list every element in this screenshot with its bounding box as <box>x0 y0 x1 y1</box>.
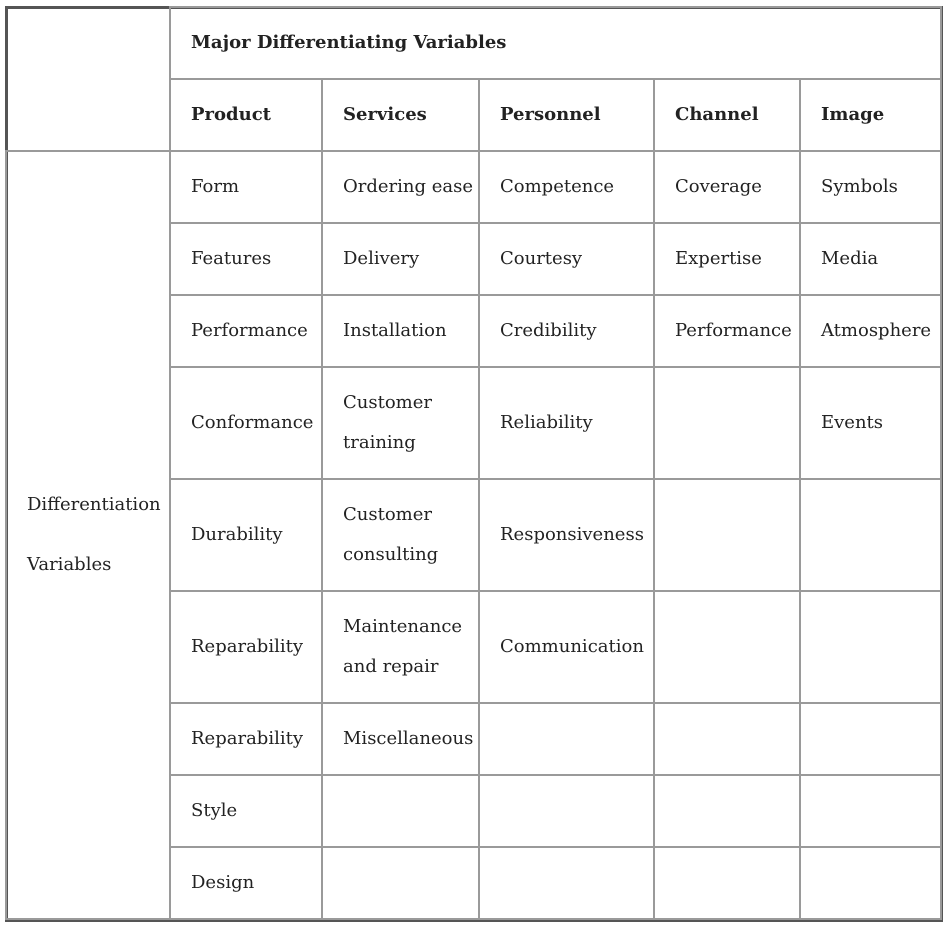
cell-image <box>800 775 941 847</box>
cell-product: Performance <box>170 295 322 367</box>
cell-services <box>322 479 479 591</box>
cell-services-line2: and repair <box>343 656 439 677</box>
super-header-cell: Major Differentiating Variables <box>170 7 941 79</box>
cell-product: Reparability <box>170 703 322 775</box>
cell-services: Delivery <box>322 223 479 295</box>
column-header-image: Image <box>800 79 941 151</box>
column-header-product: Product <box>170 79 322 151</box>
cell-image: Symbols <box>800 151 941 223</box>
cell-channel <box>654 775 800 847</box>
cell-personnel <box>479 847 654 919</box>
differentiation-table <box>5 6 942 920</box>
cell-channel: Expertise <box>654 223 800 295</box>
cell-personnel <box>479 775 654 847</box>
cell-services <box>322 847 479 919</box>
cell-product: Form <box>170 151 322 223</box>
cell-channel <box>654 479 800 591</box>
cell-image: Media <box>800 223 941 295</box>
cell-channel: Performance <box>654 295 800 367</box>
cell-product: Features <box>170 223 322 295</box>
cell-services: Miscellaneous <box>322 703 479 775</box>
row-header-line2: Variables <box>27 554 112 575</box>
cell-personnel: Responsiveness <box>479 479 654 591</box>
cell-services-line2: training <box>343 432 416 453</box>
cell-personnel: Reliability <box>479 367 654 479</box>
table-super-header-row <box>6 7 941 79</box>
row-header-cell <box>6 151 170 919</box>
cell-image <box>800 591 941 703</box>
cell-channel <box>654 703 800 775</box>
cell-product: Conformance <box>170 367 322 479</box>
cell-image <box>800 479 941 591</box>
cell-services-line1: Customer <box>343 392 432 413</box>
table-row <box>6 151 941 223</box>
row-header-line1: Differentiation <box>27 494 161 515</box>
table-corner-cell <box>6 7 170 151</box>
cell-channel <box>654 847 800 919</box>
cell-personnel: Courtesy <box>479 223 654 295</box>
cell-channel <box>654 367 800 479</box>
cell-personnel: Communication <box>479 591 654 703</box>
cell-product: Style <box>170 775 322 847</box>
cell-personnel <box>479 703 654 775</box>
cell-product: Design <box>170 847 322 919</box>
cell-services-line2: consulting <box>343 544 439 565</box>
column-header-services: Services <box>322 79 479 151</box>
cell-channel <box>654 591 800 703</box>
cell-services: Ordering ease <box>322 151 479 223</box>
cell-personnel: Competence <box>479 151 654 223</box>
cell-services <box>322 367 479 479</box>
column-header-personnel: Personnel <box>479 79 654 151</box>
cell-channel: Coverage <box>654 151 800 223</box>
column-header-channel: Channel <box>654 79 800 151</box>
cell-services <box>322 775 479 847</box>
cell-services <box>322 591 479 703</box>
cell-image: Events <box>800 367 941 479</box>
cell-image: Atmosphere <box>800 295 941 367</box>
cell-personnel: Credibility <box>479 295 654 367</box>
cell-product: Reparability <box>170 591 322 703</box>
cell-image <box>800 703 941 775</box>
cell-image <box>800 847 941 919</box>
cell-services: Installation <box>322 295 479 367</box>
cell-services-line1: Maintenance <box>343 616 463 637</box>
cell-services-line1: Customer <box>343 504 432 525</box>
cell-product: Durability <box>170 479 322 591</box>
